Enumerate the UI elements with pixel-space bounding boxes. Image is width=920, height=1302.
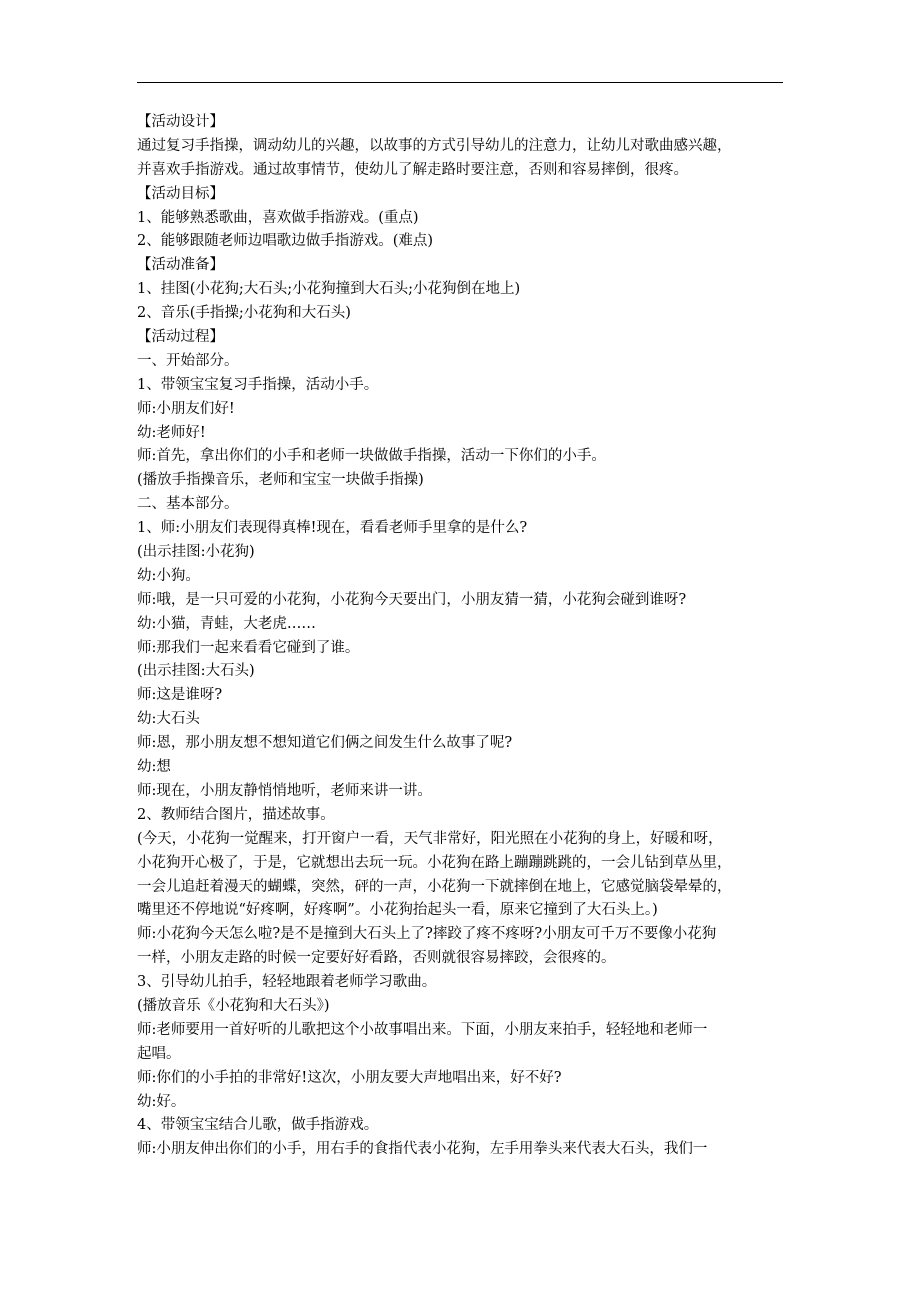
story-line: 一会儿追赶着漫天的蝴蝶，突然，砰的一声，小花狗一下就摔倒在地上，它感觉脑袋晕晕的， <box>137 878 732 895</box>
step-item: 1、师:小朋友们表现得真棒!现在，看看老师手里拿的是什么? <box>137 520 528 537</box>
goal-item: 2、能够跟随老师边唱歌边做手指游戏。(难点) <box>137 233 434 250</box>
step-item: 4、带领宝宝结合儿歌，做手指游戏。 <box>137 1117 379 1134</box>
dialogue-line: 师:老师要用一首好听的儿歌把这个小故事唱出来。下面，小朋友来拍手，轻轻地和老师一 <box>137 1021 708 1038</box>
paragraph-line: 通过复习手指操，调动幼儿的兴趣，以故事的方式引导幼儿的注意力，让幼儿对歌曲感兴趣， <box>137 137 732 154</box>
story-line: 嘴里还不停地说“好疼啊，好疼啊”。小花狗抬起头一看，原来它撞到了大石头上。) <box>137 902 658 919</box>
story-line: (今天，小花狗一觉醒来，打开窗户一看，天气非常好，阳光照在小花狗的身上，好暖和呀， <box>137 830 723 847</box>
dialogue-line: 师:小朋友伸出你们的小手，用右手的食指代表小花狗，左手用拳头来代表大石头，我们一 <box>137 1141 708 1158</box>
document-body <box>137 111 787 1162</box>
goal-item: 1、能够熟悉歌曲，喜欢做手指游戏。(重点) <box>137 209 419 226</box>
step-item: 2、教师结合图片，描述故事。 <box>137 806 335 823</box>
preparation-item: 2、音乐(手指操;小花狗和大石头) <box>137 305 351 322</box>
dialogue-line: 起唱。 <box>137 1045 181 1062</box>
dialogue-line: 幼:小猫，青蛙，大老虎…… <box>137 615 316 632</box>
section-heading-process: 【活动过程】 <box>137 329 224 346</box>
stage-direction: (出示挂图:大石头) <box>137 663 255 680</box>
stage-direction: (播放音乐《小花狗和大石头》) <box>137 997 330 1014</box>
subsection-heading: 一、开始部分。 <box>137 352 239 369</box>
stage-direction: (出示挂图:小花狗) <box>137 544 255 561</box>
dialogue-line: 师:哦，是一只可爱的小花狗，小花狗今天要出门，小朋友猜一猜，小花狗会碰到谁呀? <box>137 591 687 608</box>
preparation-item: 1、挂图(小花狗;大石头;小花狗撞到大石头;小花狗倒在地上) <box>137 281 521 298</box>
dialogue-line: 师:恩，那小朋友想不想知道它们俩之间发生什么故事了呢? <box>137 735 513 752</box>
dialogue-line: 师:首先，拿出你们的小手和老师一块做做手指操，活动一下你们的小手。 <box>137 448 606 465</box>
dialogue-line: 师:那我们一起来看看它碰到了谁。 <box>137 639 360 656</box>
stage-direction: (播放手指操音乐，老师和宝宝一块做手指操) <box>137 472 424 489</box>
section-heading-preparation: 【活动准备】 <box>137 257 224 274</box>
dialogue-line: 一样，小朋友走路的时候一定要好好看路，否则就很容易摔跤，会很疼的。 <box>137 950 616 967</box>
step-item: 3、引导幼儿拍手，轻轻地跟着老师学习歌曲。 <box>137 974 437 991</box>
dialogue-line: 师:你们的小手拍的非常好!这次，小朋友要大声地唱出来，好不好? <box>137 1069 562 1086</box>
dialogue-line: 师:小朋友们好! <box>137 400 235 417</box>
section-heading-goals: 【活动目标】 <box>137 185 224 202</box>
dialogue-line: 幼:小狗。 <box>137 567 200 584</box>
dialogue-line: 幼:好。 <box>137 1093 186 1110</box>
step-item: 1、带领宝宝复习手指操，活动小手。 <box>137 376 379 393</box>
subsection-heading: 二、基本部分。 <box>137 496 239 513</box>
dialogue-line: 师:现在，小朋友静悄悄地听，老师来讲一讲。 <box>137 782 432 799</box>
paragraph-line: 并喜欢手指游戏。通过故事情节，使幼儿了解走路时要注意，否则和容易摔倒，很疼。 <box>137 161 688 178</box>
story-line: 小花狗开心极了，于是，它就想出去玩一玩。小花狗在路上蹦蹦跳跳的，一会儿钻到草丛里， <box>137 854 732 871</box>
dialogue-line: 幼:大石头 <box>137 711 200 728</box>
dialogue-line: 师:这是谁呀? <box>137 687 223 704</box>
section-heading-design: 【活动设计】 <box>137 114 224 130</box>
header-rule <box>137 82 783 83</box>
dialogue-line: 师:小花狗今天怎么啦?是不是撞到大石头上了?摔跤了疼不疼呀?小朋友可千万不要像小花狗 <box>137 926 717 943</box>
dialogue-line: 幼:老师好! <box>137 424 206 441</box>
dialogue-line: 幼:想 <box>137 759 171 776</box>
